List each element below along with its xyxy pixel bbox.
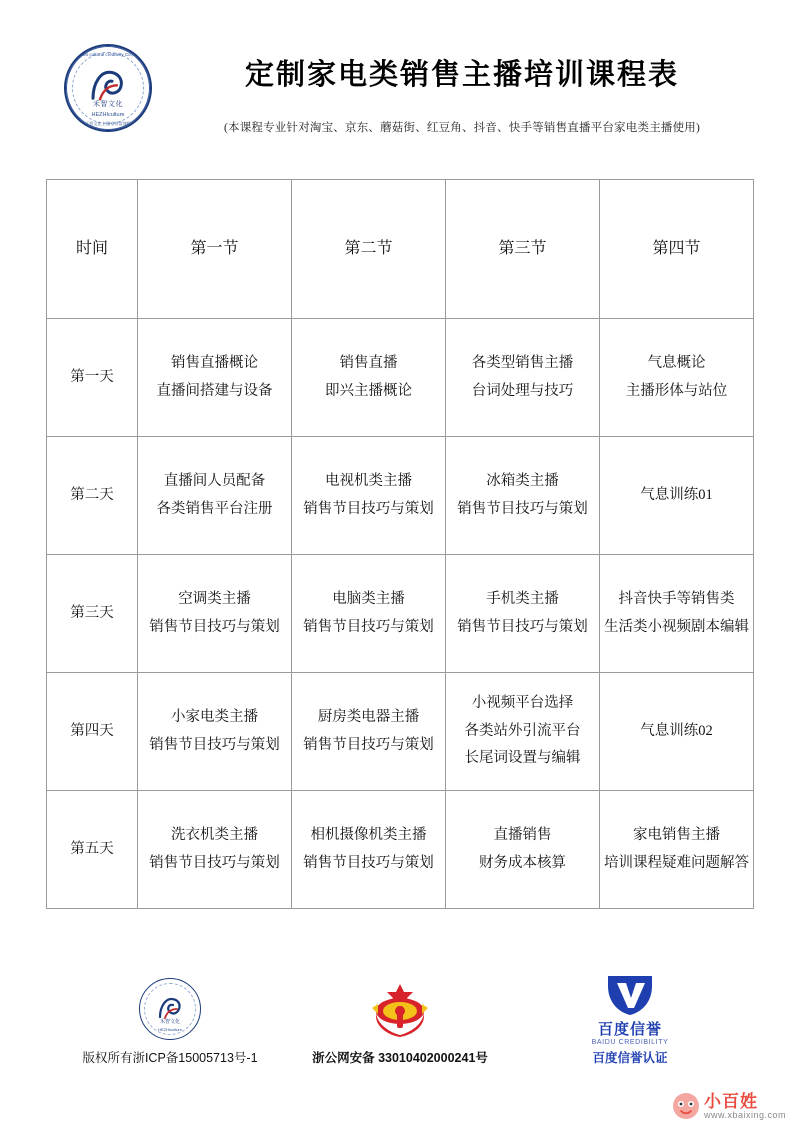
cell-line: 各类站外引流平台	[464, 722, 581, 739]
document-footer	[0, 978, 800, 1128]
cell-line: 销售直播概论	[171, 354, 258, 371]
baidu-brand-cn: 百度信誉	[597, 1021, 662, 1038]
cell-line: 电视机类主播	[325, 472, 412, 489]
cell-line: 主播形体与站位	[625, 382, 728, 399]
row-label-day: 第三天	[47, 555, 138, 673]
baidu-v-icon	[604, 972, 656, 1016]
cell-line: 空调类主播	[178, 590, 251, 607]
cell-line: 家电销售主播	[633, 826, 720, 843]
baidu-brand-en: BAIDU CREDIBILITY	[591, 1039, 669, 1046]
table-cell	[138, 791, 292, 909]
cell-line: 冰箱类主播	[486, 472, 559, 489]
watermark-text-en: www.xbaixing.com	[703, 1109, 786, 1120]
cell-line: 销售节目技巧与策划	[303, 736, 434, 753]
cell-line: 销售直播	[339, 354, 398, 371]
table-cell	[446, 791, 600, 909]
logo-brand-en: HEZHIculture	[91, 112, 125, 118]
cell-line: 长尾词设置与编辑	[464, 750, 581, 767]
company-logo-icon	[64, 44, 152, 132]
cell-line: 销售节目技巧与策划	[457, 618, 588, 635]
table-cell	[446, 673, 600, 791]
row-label-day: 第二天	[47, 437, 138, 555]
table-cell	[292, 673, 446, 791]
cell-line: 培训课程疑难问题解答	[604, 854, 749, 871]
column-header-period-2: 第二节	[292, 180, 446, 319]
table-row	[47, 319, 754, 437]
logo-micro-text: 禾智文化主播家财富课程	[84, 121, 132, 126]
cell-line: 抖音快手等销售类	[618, 590, 735, 607]
icp-block	[70, 978, 270, 1066]
table-row	[47, 555, 754, 673]
cell-line: 销售节目技巧与策划	[149, 618, 280, 635]
table-cell	[446, 319, 600, 437]
logo-brand-cn: 禾智文化	[93, 101, 123, 108]
cell-line: 直播间人员配备	[163, 472, 266, 489]
cell-line: 直播间搭建与设备	[156, 382, 273, 399]
row-label-day: 第四天	[47, 673, 138, 791]
cell-line: 气息概论	[647, 354, 706, 371]
cell-line: 销售节目技巧与策划	[303, 618, 434, 635]
table-cell	[292, 791, 446, 909]
schedule-table-container	[46, 179, 754, 909]
table-cell	[138, 319, 292, 437]
cell-line: 销售节目技巧与策划	[149, 736, 280, 753]
cell-line: 台词处理与技巧	[471, 382, 574, 399]
cell-line: 财务成本核算	[479, 854, 566, 871]
cell-line: 销售节目技巧与策划	[303, 854, 434, 871]
title-block	[156, 42, 760, 135]
table-cell	[292, 555, 446, 673]
page-subtitle: (本课程专业针对淘宝、京东、蘑菇街、红豆角、抖音、快手等销售直播平台家电类主播使用)	[223, 122, 701, 134]
cell-line: 各类型销售主播	[471, 354, 574, 371]
row-label-day: 第一天	[47, 319, 138, 437]
seal-brand-en: HEZHIculture	[157, 1027, 182, 1032]
cell-line: 销售节目技巧与策划	[149, 854, 280, 871]
cell-line: 生活类小视频剧本编辑	[604, 618, 749, 635]
cell-line: 小视频平台选择	[471, 695, 574, 712]
table-row	[47, 673, 754, 791]
cell-line: 手机类主播	[486, 590, 559, 607]
table-cell	[600, 555, 754, 673]
table-cell	[600, 437, 754, 555]
cell-line: 电脑类主播	[332, 590, 405, 607]
seal-brand-cn: 禾智文化	[159, 1019, 180, 1025]
table-cell	[446, 437, 600, 555]
cell-line: 厨房类电器主播	[317, 708, 420, 725]
schedule-table	[46, 179, 754, 909]
logo-arc-text: Heshi cultural creativity Co.,Ltd	[76, 52, 140, 57]
icp-caption[interactable]: 版权所有浙ICP备15005713号-1	[82, 1051, 258, 1065]
cell-line: 小家电类主播	[171, 708, 258, 725]
baidu-caption[interactable]: 百度信誉认证	[592, 1051, 668, 1065]
cell-line: 各类销售平台注册	[156, 500, 273, 517]
watermark-text-cn: 小百姓	[703, 1091, 758, 1111]
logo-mark-icon	[87, 68, 129, 102]
site-watermark	[672, 1092, 786, 1120]
company-seal-icon	[139, 978, 201, 1040]
police-record-caption[interactable]: 浙公网安备 33010402000241号	[312, 1051, 488, 1065]
column-header-time: 时间	[47, 180, 138, 319]
table-cell	[138, 437, 292, 555]
table-cell	[292, 319, 446, 437]
column-header-period-3: 第三节	[446, 180, 600, 319]
table-cell	[138, 555, 292, 673]
baidu-credibility-block	[530, 978, 730, 1066]
table-cell	[446, 555, 600, 673]
cell-line: 洗衣机类主播	[171, 826, 258, 843]
table-cell	[600, 791, 754, 909]
cell-line: 气息训练01	[640, 486, 713, 503]
table-cell	[600, 673, 754, 791]
baidu-badge	[570, 972, 690, 1046]
cell-line: 即兴主播概论	[325, 382, 412, 399]
table-header-row	[47, 180, 754, 319]
page-title: 定制家电类销售主播培训课程表	[244, 59, 679, 91]
row-label-day: 第五天	[47, 791, 138, 909]
police-emblem-icon	[364, 980, 436, 1038]
cell-line: 相机摄像机类主播	[310, 826, 427, 843]
cell-line: 气息训练02	[640, 722, 713, 739]
cell-line: 销售节目技巧与策划	[303, 500, 434, 517]
column-header-period-1: 第一节	[138, 180, 292, 319]
document-header	[0, 0, 800, 135]
table-cell	[138, 673, 292, 791]
police-record-block	[300, 978, 500, 1066]
watermark-logo-icon	[672, 1092, 700, 1120]
table-cell	[600, 319, 754, 437]
table-row	[47, 791, 754, 909]
table-body	[47, 319, 754, 909]
table-cell	[292, 437, 446, 555]
cell-line: 销售节目技巧与策划	[457, 500, 588, 517]
table-row	[47, 437, 754, 555]
cell-line: 直播销售	[493, 826, 552, 843]
logo-container	[60, 42, 156, 132]
column-header-period-4: 第四节	[600, 180, 754, 319]
